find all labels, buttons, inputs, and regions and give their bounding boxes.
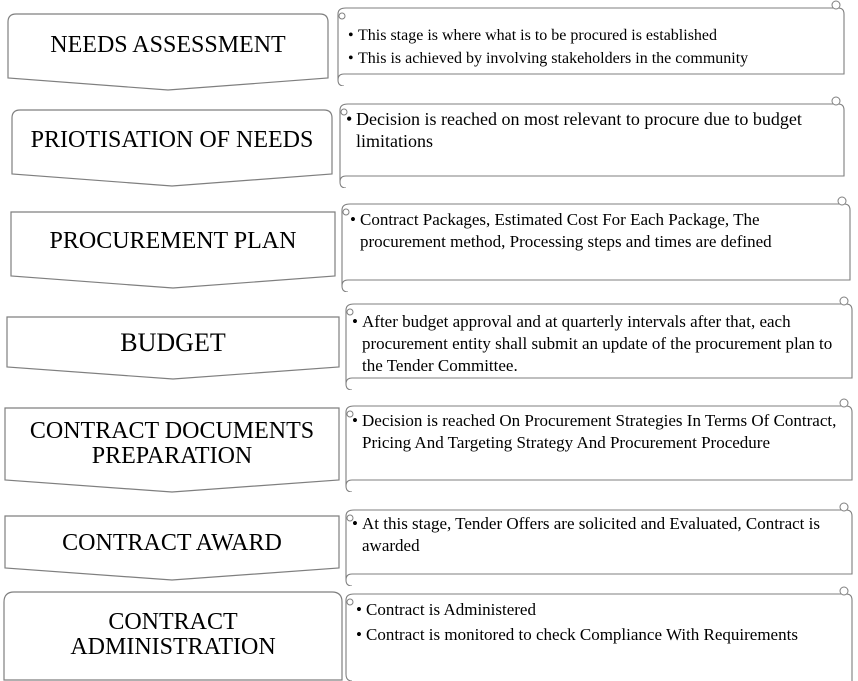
- stage-title: [6, 14, 330, 78]
- stage-title: [8, 212, 338, 272]
- stage-title-line: CONTRACT DOCUMENTS: [29, 417, 315, 444]
- stage-title: [10, 110, 334, 172]
- bullet-item: • Decision is reached on most relevant to procure due to budget limitations: [346, 108, 830, 152]
- bullet-item: • At this stage, Tender Offers are solicited and Evaluated, Contract is awarded: [352, 513, 848, 557]
- stage-title-line: PROCUREMENT PLAN: [49, 228, 297, 255]
- bullet-item: • After budget approval and at quarterly intervals after that, each procurement entity shall submit an update of the procurement plan to the Tender Committee.: [352, 311, 848, 377]
- stage-title: [2, 516, 342, 572]
- scroll-text: [352, 513, 848, 557]
- bullet-item: • Contract is monitored to check Compliance With Requirements: [356, 624, 826, 646]
- stage-title: [2, 600, 344, 670]
- stage-title-line: PRIOTISATION OF NEEDS: [30, 127, 314, 154]
- stage-title-line: NEEDS ASSESSMENT: [50, 32, 286, 59]
- scroll-text: [356, 599, 826, 646]
- bullet-item: • This is achieved by involving stakeholders in the community: [348, 47, 838, 70]
- stage-title: [4, 317, 342, 369]
- bullet-item: • Contract is Administered: [356, 599, 826, 621]
- bullet-item: • Contract Packages, Estimated Cost For Each Package, The procurement method, Processing steps and times are defined: [350, 209, 840, 253]
- stage-title-line: PREPARATION: [91, 443, 253, 469]
- bullet-item: • Decision is reached On Procurement Strategies In Terms Of Contract, Pricing And Targeting Strategy And Procurement Procedure: [352, 410, 848, 454]
- scroll-text: [350, 209, 840, 253]
- scroll-text: [352, 311, 848, 377]
- stage-title-line: CONTRACT: [108, 608, 238, 635]
- stage-title-line: ADMINISTRATION: [70, 634, 276, 660]
- stage-title-line: BUDGET: [120, 328, 226, 358]
- scroll-text: [352, 410, 848, 454]
- bullet-item: • This stage is where what is to be procured is established: [348, 24, 838, 47]
- scroll-text: [348, 24, 838, 70]
- scroll-text: [346, 108, 830, 152]
- stage-title-line: CONTRACT AWARD: [62, 530, 282, 557]
- stage-title: [2, 408, 342, 480]
